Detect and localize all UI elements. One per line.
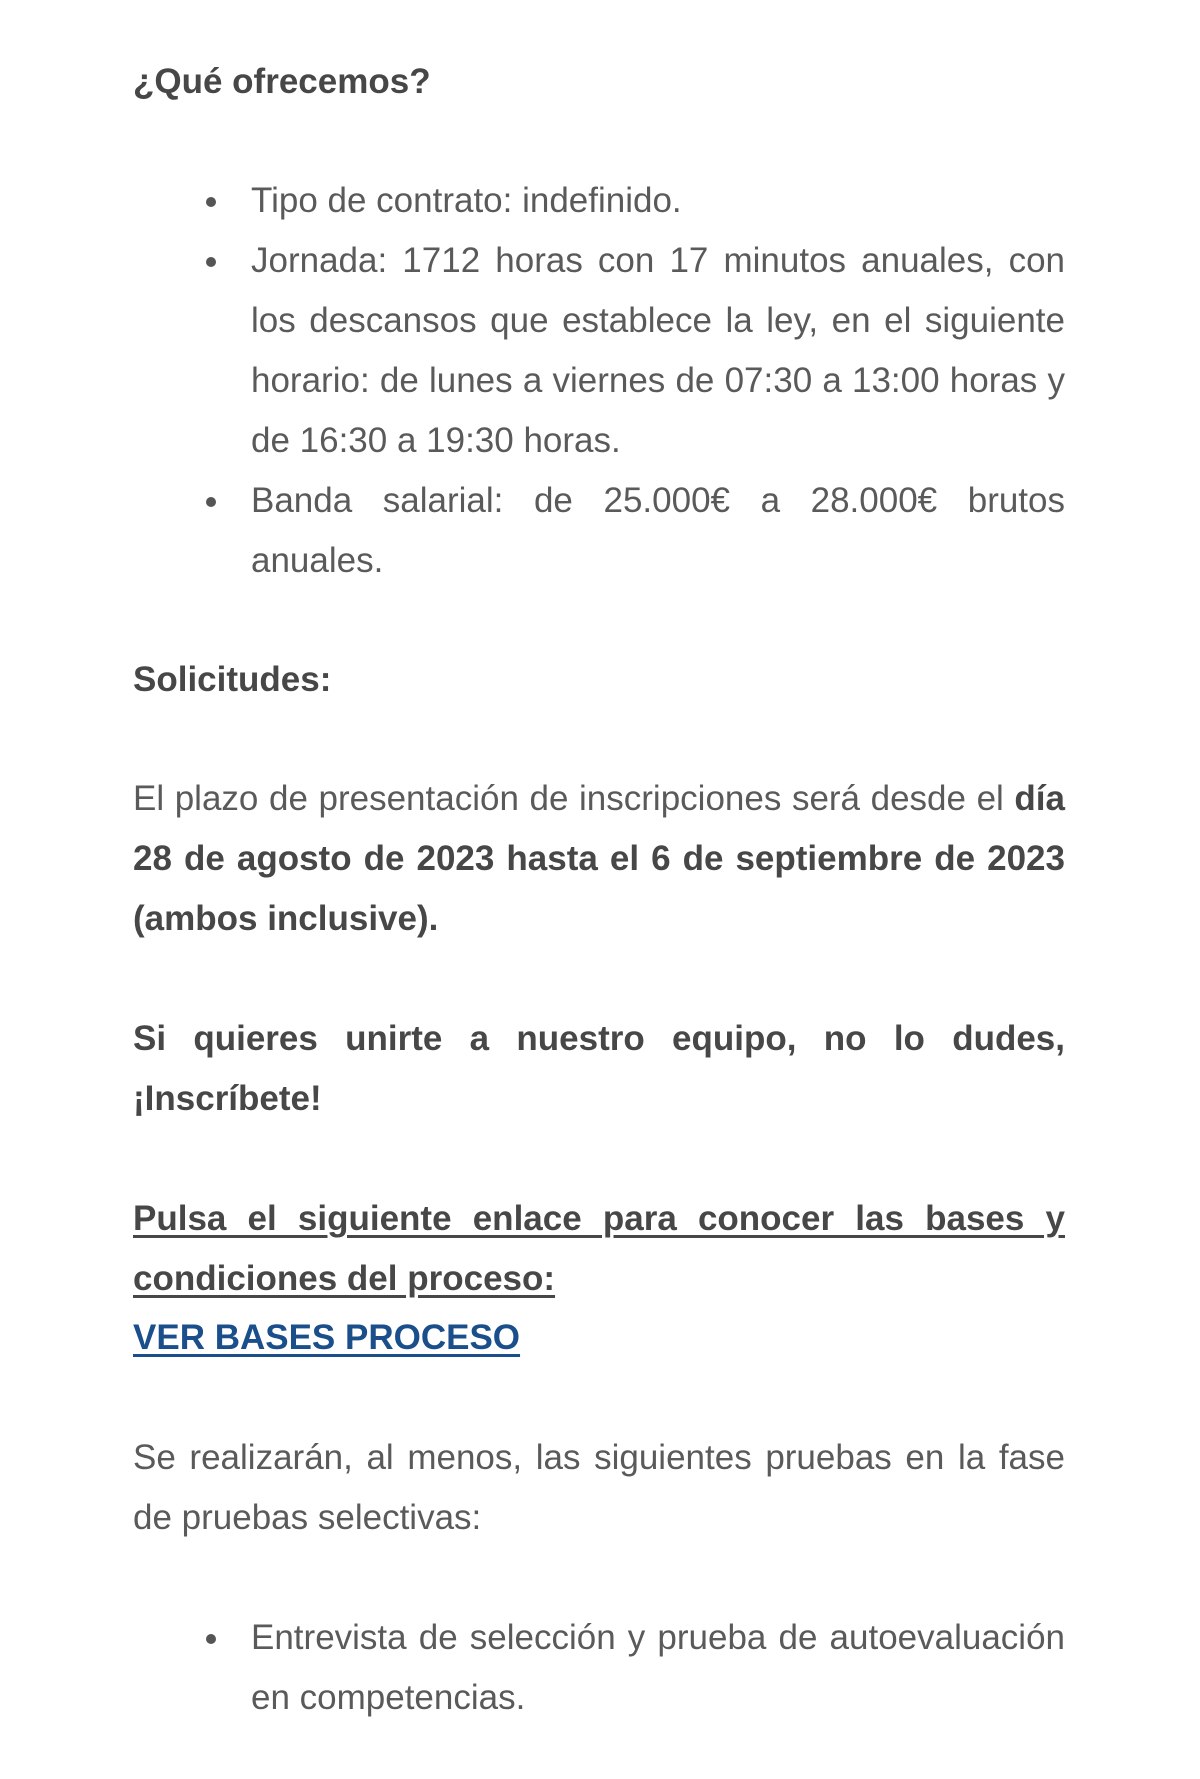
list-item-text: Entrevista de selección y prueba de autoevaluación en competencias. xyxy=(251,1618,1065,1717)
list-item xyxy=(133,1608,1065,1728)
deadline-prefix: El plazo de presentación de inscripciones será desde el xyxy=(133,779,1015,818)
tests-intro: Se realizarán, al menos, las siguientes pruebas en la fase de pruebas selectivas: xyxy=(133,1438,1065,1537)
ver-bases-link[interactable]: VER BASES PROCESO xyxy=(133,1318,521,1357)
list-item-text: Tipo de contrato: indefinido. xyxy=(251,181,682,220)
bullet-icon xyxy=(206,497,216,507)
list-item xyxy=(133,471,1065,591)
list-item-text: Jornada: 1712 horas con 17 minutos anuales, con los descansos que establece la ley, en el siguiente horario: de lunes a viernes de 07:30 a 13:00 horas y de 16:30 a 19:30 horas. xyxy=(251,241,1065,460)
applications-heading: Solicitudes: xyxy=(133,660,332,699)
link-intro: Pulsa el siguiente enlace para conocer las bases y condiciones del proceso: xyxy=(133,1199,1065,1298)
list-item xyxy=(133,171,1065,231)
bullet-icon xyxy=(206,257,216,267)
deadline-paragraph xyxy=(133,769,1065,949)
bullet-icon xyxy=(206,197,216,207)
bullet-icon xyxy=(206,1634,216,1644)
list-item xyxy=(133,231,1065,471)
offer-list xyxy=(133,171,1065,591)
cta-text: Si quieres unirte a nuestro equipo, no lo dudes, ¡Inscríbete! xyxy=(133,1019,1065,1118)
list-item-text: Banda salarial: de 25.000€ a 28.000€ brutos anuales. xyxy=(251,481,1065,580)
tests-list xyxy=(133,1608,1065,1728)
offer-heading: ¿Qué ofrecemos? xyxy=(133,62,431,101)
deadline-dates: día 28 de agosto de 2023 hasta el 6 de septiembre de 2023 (ambos inclusive). xyxy=(133,779,1065,938)
